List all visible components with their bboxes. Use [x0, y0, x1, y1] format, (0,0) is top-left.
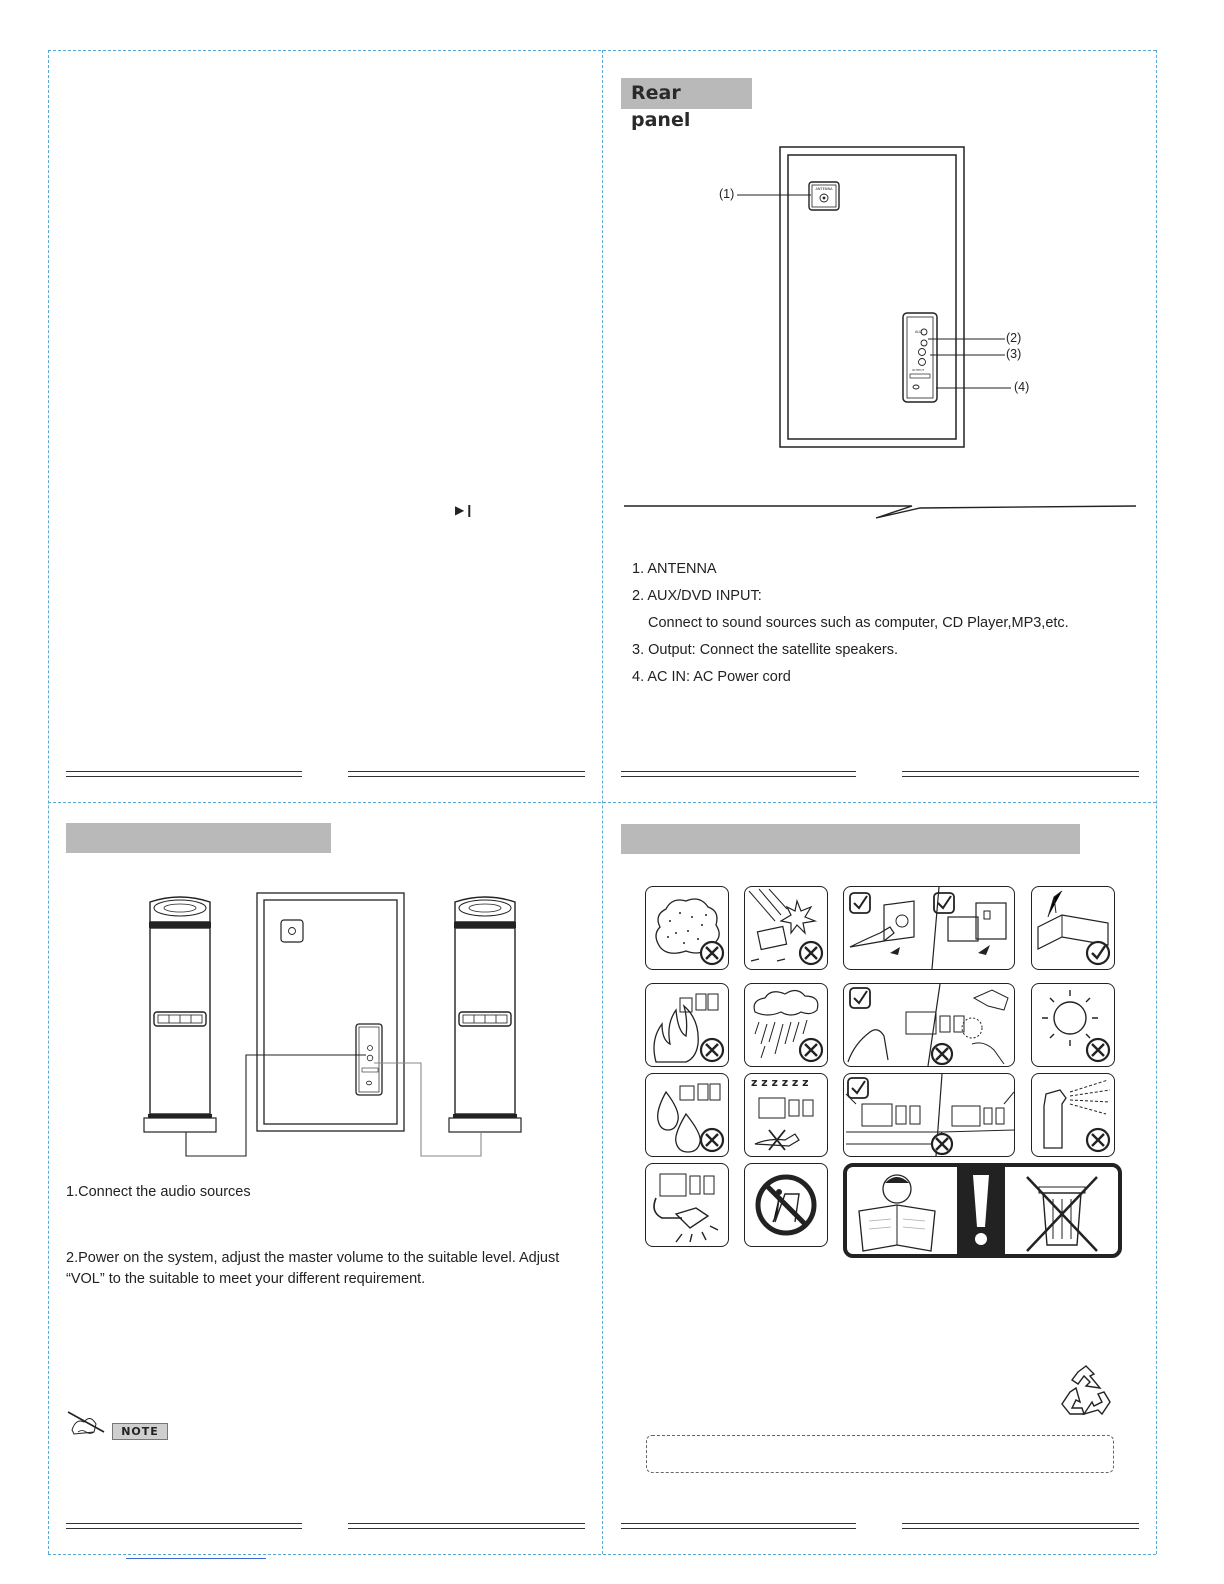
note-label: NOTE: [112, 1423, 168, 1440]
right-satellite-speaker: [449, 897, 521, 1132]
rear-item-aux-detail: Connect to sound sources such as computer, CD Player,MP3,etc.: [648, 615, 1069, 631]
rear-item-ac-in: 4. AC IN: AC Power cord: [632, 669, 791, 685]
right-speaker-cable: [374, 1063, 481, 1156]
rear-panel-title-bar: [621, 78, 752, 131]
footer-rule: [621, 1523, 856, 1529]
sun-warning-icon: [1031, 983, 1115, 1067]
plug-outlet-icon: [843, 886, 1015, 970]
bottom-link-underline: [126, 1558, 266, 1559]
connection-step-2-line-1: 2.Power on the system, adjust the master volume to the suitable level. Adjust: [66, 1250, 560, 1266]
cabinet-outer: [780, 147, 964, 447]
ventilation-icon: [1031, 886, 1115, 970]
rear-item-output: 3. Output: Connect the satellite speakers.: [632, 642, 898, 658]
footer-rule: [348, 1523, 585, 1529]
disposal-note-box: [646, 1435, 1114, 1473]
cord-damage-icon: [645, 1163, 729, 1247]
connection-title-bar: [66, 823, 331, 853]
svg-text:OUTPUT: OUTPUT: [912, 368, 925, 372]
cut-line-bottom: [48, 1554, 1156, 1555]
rear-panel-descriptions: [632, 556, 1069, 691]
rear-item-antenna: 1. ANTENNA: [632, 561, 717, 577]
footer-rule: [66, 771, 302, 777]
read-manual-warning-icon: [843, 1163, 1122, 1258]
water-warning-icon: [645, 1073, 729, 1157]
svg-text:AUX: AUX: [915, 330, 923, 334]
footer-rule: [348, 771, 585, 777]
footer-rule: [621, 771, 856, 777]
play-pause-icon: ▶❙: [455, 503, 475, 517]
footer-rule: [902, 771, 1139, 777]
note-pen-icon: [66, 1408, 106, 1438]
cut-line-middle: [48, 802, 1156, 803]
recycle-icon: [1056, 1362, 1116, 1420]
rear-panel-diagram: [700, 140, 1050, 460]
spray-warning-icon: [1031, 1073, 1115, 1157]
shelf-placement-icon: [843, 1073, 1015, 1157]
cleaning-icon: [843, 983, 1015, 1067]
footer-rule: [902, 1523, 1139, 1529]
no-cart-icon: [744, 1163, 828, 1247]
callout-label-2: (2): [1006, 331, 1022, 345]
antenna-connector: [809, 182, 839, 210]
heat-warning-icon: [645, 983, 729, 1067]
rain-warning-icon: [744, 983, 828, 1067]
rear-item-aux: 2. AUX/DVD INPUT:: [632, 588, 762, 604]
connection-step-2-line-2: “VOL” to the suitable to meet your different requirement.: [66, 1271, 426, 1287]
impact-warning-icon: [744, 886, 828, 970]
connection-step-1: 1.Connect the audio sources: [66, 1184, 251, 1200]
section-divider: [620, 498, 1140, 522]
dust-warning-icon: [645, 886, 729, 970]
callout-label-4: (4): [1014, 380, 1030, 394]
svg-text:z z z z z z: z z z z z z: [751, 1076, 809, 1089]
subwoofer: [257, 893, 404, 1131]
cut-line-right: [1156, 50, 1157, 1554]
cut-line-top: [48, 50, 1156, 51]
rear-panel-title: Rear panel: [631, 82, 691, 131]
cabinet-inner: [788, 155, 956, 439]
footer-rule: [66, 1523, 302, 1529]
callout-label-3: (3): [1006, 347, 1022, 361]
safety-title-bar: [621, 824, 1080, 854]
io-plate: [903, 313, 937, 402]
left-speaker-cable: [186, 1055, 366, 1156]
connection-diagram: [138, 888, 530, 1162]
sleep-unplug-icon: [744, 1073, 828, 1157]
left-satellite-speaker: [144, 897, 216, 1132]
callout-label-1: (1): [719, 187, 735, 201]
svg-text:ANTENNA: ANTENNA: [815, 187, 833, 191]
